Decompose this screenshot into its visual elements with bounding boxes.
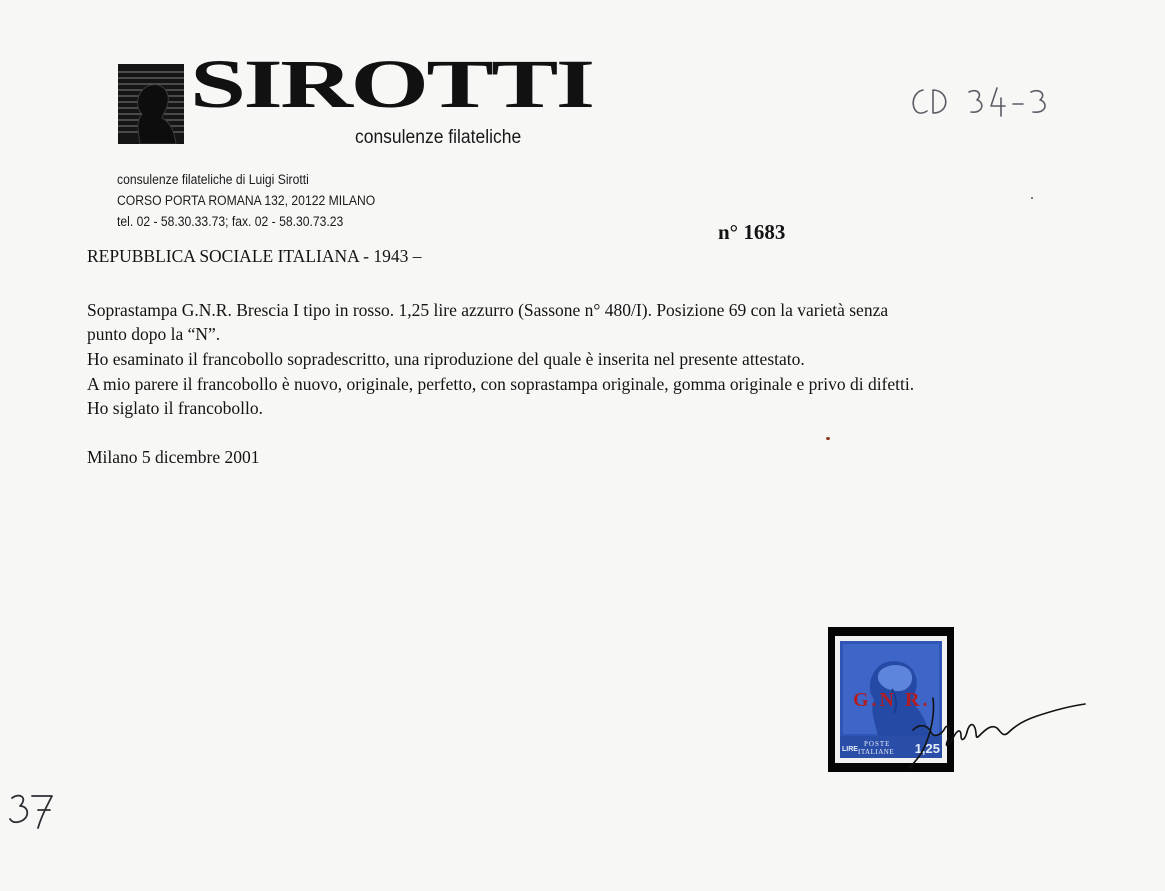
contact-line-address: CORSO PORTA ROMANA 132, 20122 MILANO bbox=[117, 193, 376, 208]
ink-speck bbox=[826, 437, 830, 440]
handwritten-code bbox=[905, 80, 1060, 120]
certificate-number: n° 1683 bbox=[718, 220, 786, 244]
stamp-italiane-label: ITALIANE bbox=[858, 748, 895, 756]
stamp-poste-label: POSTE bbox=[864, 740, 891, 748]
stamp-overprint: G.N R. bbox=[853, 689, 931, 711]
brand-tagline: consulenze filateliche bbox=[355, 127, 522, 148]
signature bbox=[905, 694, 1090, 774]
stamp-lire-label: LIRE bbox=[842, 746, 858, 753]
body-line: A mio parere il francobollo è nuovo, originale, perfetto, con soprastampa originale, gomma originale e privo di difetti. bbox=[87, 374, 915, 394]
body-line: Soprastampa G.N.R. Brescia I tipo in rosso. 1,25 lire azzurro (Sassone n° 480/I). Posizione 69 con la varietà senza bbox=[87, 300, 889, 320]
document-heading: REPUBBLICA SOCIALE ITALIANA - 1943 – bbox=[87, 246, 422, 266]
logo-portrait-icon bbox=[118, 64, 184, 144]
stamp-value: 1,25 bbox=[914, 741, 940, 756]
contact-line-company: consulenze filateliche di Luigi Sirotti bbox=[117, 172, 309, 187]
date-line: Milano 5 dicembre 2001 bbox=[87, 447, 260, 467]
margin-number bbox=[8, 790, 58, 832]
brand-name: SIROTTI bbox=[190, 46, 593, 123]
ink-dot bbox=[1031, 197, 1033, 199]
body-line: punto dopo la “N”. bbox=[87, 324, 221, 344]
contact-line-phone: tel. 02 - 58.30.33.73; fax. 02 - 58.30.73.23 bbox=[117, 214, 344, 229]
body-line: Ho esaminato il francobollo sopradescritto, una riproduzione del quale è inserita nel presente attestato. bbox=[87, 349, 805, 369]
body-line: Ho siglato il francobollo. bbox=[87, 398, 263, 418]
